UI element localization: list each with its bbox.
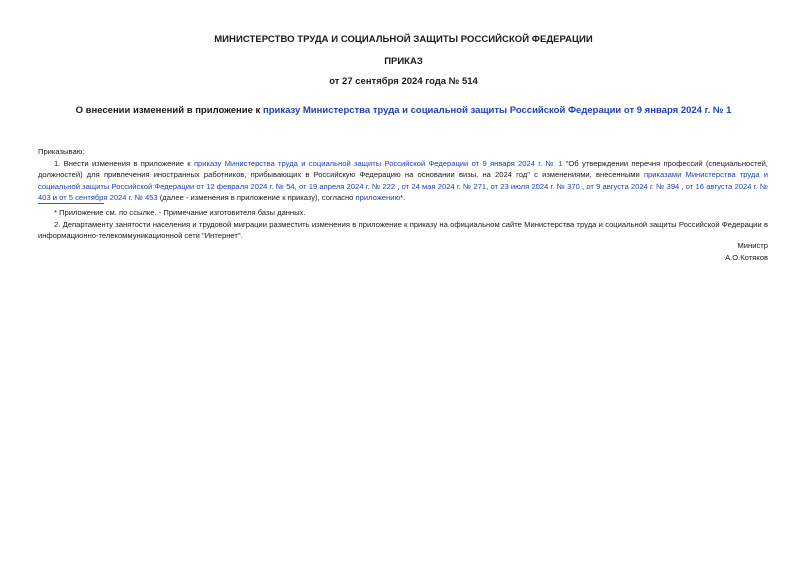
signature-position: Министр: [737, 241, 768, 250]
p1-link-appendix[interactable]: приложению: [355, 193, 401, 202]
footnote-block: [38, 207, 768, 242]
p1-text-5: ,: [486, 181, 491, 191]
p1-link-order-222[interactable]: от 19 апреля 2024 г. № 222: [299, 181, 396, 191]
document-date-number: от 27 сентября 2024 года № 514: [329, 76, 478, 87]
order-word: Приказываю:: [38, 147, 85, 156]
p1-link-order-394[interactable]: от 9 августа 2024 г. № 394: [586, 181, 680, 191]
p1-text-10: *.: [400, 193, 406, 202]
document-title-link[interactable]: приказу Министерства труда и социальной защиты Российской Федерации от 9 января 2024 г. № 1: [262, 105, 732, 116]
p1-link-order-54[interactable]: приказами Министерства труда и социальной защиты Российской Федерации от 12 февраля 2024 г. № 54: [38, 170, 769, 191]
signature-name: А.О.Котяков: [725, 253, 768, 262]
p1-text-2: "Об утверждении перечня профессий (специальностей, должностей) для привлечения иностранных работников, прибывающих в Российскую Федерацию на основании визы, на 2024 год" с изменениями, внесенными: [38, 158, 768, 179]
p1-link-order-1[interactable]: приказу Министерства труда и социальной защиты Российской Федерации от 9 января 2024 г. № 1: [193, 158, 563, 168]
p1-text-9: (далее - изменения в приложение к приказу), согласно: [157, 193, 356, 202]
document-title-prefix: О внесении изменений в приложение к: [75, 105, 263, 116]
document-title: [0, 105, 807, 116]
footnote-text: * Приложение см. по ссылке. - Примечание изготовителя базы данных.: [54, 208, 306, 217]
p1-text-8: и: [50, 193, 60, 202]
ministry-heading: МИНИСТЕРСТВО ТРУДА И СОЦИАЛЬНОЙ ЗАЩИТЫ РОССИЙСКОЙ ФЕДЕРАЦИИ: [214, 34, 593, 45]
p1-link-order-453[interactable]: от 5 сентября 2024 г. № 453: [59, 193, 158, 202]
p1-link-order-370[interactable]: от 23 июля 2024 г. № 370: [490, 181, 580, 191]
document-type: ПРИКАЗ: [384, 56, 423, 67]
paragraph-2: 2. Департаменту занятости населения и трудовой миграции разместить изменения в приложение к приказу на официальном сайте Министерства труда и социальной защиты Российской Федерации в информационно-телекоммуникационной сети "Интернет".: [38, 219, 768, 240]
p1-link-order-271[interactable]: от 24 мая 2024 г. № 271: [401, 181, 487, 191]
p1-link-order-403[interactable]: от 16 августа 2024 г. № 403: [38, 181, 768, 202]
document-body: [38, 146, 768, 204]
p1-text-6: ,: [579, 181, 587, 191]
p1-text-4: ,: [395, 181, 402, 191]
signature-block: [725, 240, 768, 264]
p1-text-1: 1. Внести изменения в приложение к: [54, 158, 194, 168]
p1-text-3: ,: [294, 181, 299, 191]
p1-text-7: ,: [679, 181, 686, 191]
footnote-divider: [38, 203, 104, 204]
paragraph-1: [38, 158, 768, 204]
